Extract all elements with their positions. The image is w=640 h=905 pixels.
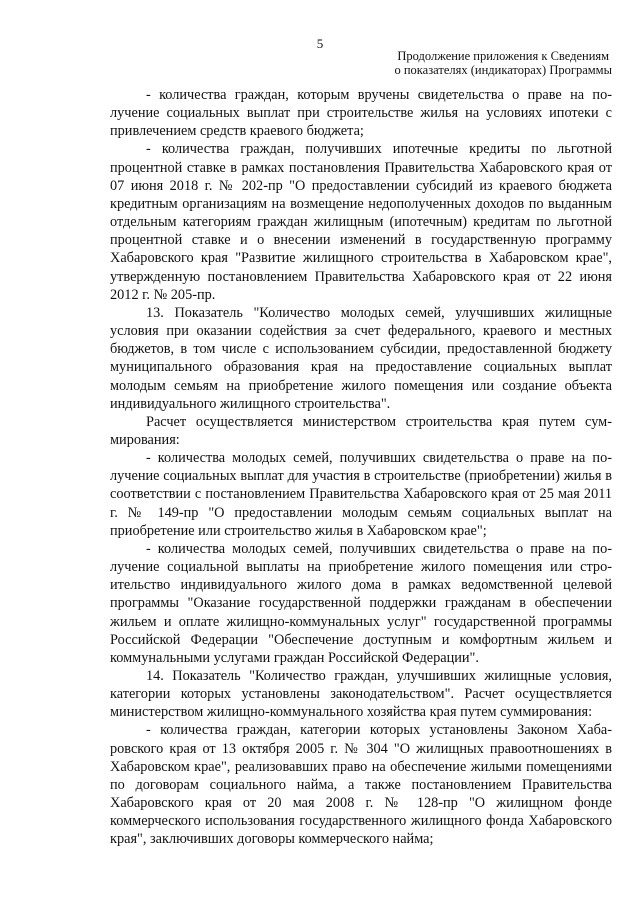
paragraph-1: - количества граждан, которым вручены свидетельства о праве на получение социальных выплат при строительстве жилья на условиях ипотеки с привлечением средств краевого бюджета; bbox=[110, 87, 612, 140]
page-number: 5 bbox=[316, 36, 324, 51]
paragraph-2: - количества граждан, получивших ипотечные кредиты по льготной процентной ставке в рамках постановления Правительства Хабаровского края от 07 июня 2018 г. № 202-пр "О предоставлении субсидий из краевого бюджета кредитным организациям на возмещение недополученных доходов по выданным отдельным категориям граждан жилищным (ипотечным) кредитам по льготной процентной ставке и о внесении изменений в государственную программу Хабаровского края "Развитие жилищного строительства в Хабаровском крае", утвержденную постановлением Правительства Хабаровского края от 22 июня 2012 г. № 205-пр. bbox=[110, 141, 612, 303]
paragraph-6: - количества молодых семей, получивших свидетельства о праве на получение социальной выплаты на приобретение жилого помещения или строительство индивидуального жилого дома в рамках ведомственной целевой программы "Оказание государственной поддержки гражданам в обеспечении жильем и оплате жилищно-коммунальных услуг" государственной программы Российской Федерации "Обеспечение доступным и комфортным жильем и коммунальными услугами граждан Российской Федерации". bbox=[110, 540, 612, 666]
paragraph-3: 13. Показатель "Количество молодых семей, улучшивших жилищные условия при оказании содействия за счет федерального, краевого и местных бюджетов, в том числе с использованием субсидии, предоставленной бюджету муниципального образования края на предоставление социальных выплат молодым семьям на приобретение жилого помещения или создание объекта индивидуального жилищного строительства". bbox=[110, 304, 612, 412]
running-header bbox=[394, 50, 612, 77]
running-header-line-2: о показателях (индикаторах) Программы bbox=[394, 62, 612, 77]
paragraph-4: Расчет осуществляется министерством строительства края путем суммирования: bbox=[110, 413, 612, 448]
body-text bbox=[110, 86, 612, 849]
paragraph-8: - количества граждан, категории которых установлены Законом Хабаровского края от 13 октября 2005 г. № 304 "О жилищных правоотношениях в Хабаровском крае", реализовавших право на обеспечение жилыми помещениями по договорам социального найма, а также постановлением Правительства Хабаровского края от 20 мая 2008 г. № 128-пр "О жилищном фонде коммерческого использования государственного жилищного фонда Хабаровского края", заключивших договоры коммерческого найма; bbox=[110, 722, 612, 848]
paragraph-5: - количества молодых семей, получивших свидетельства о праве на получение социальных выплат для участия в строительстве (приобретении) жилья в соответствии с постановлением Правительства Хабаровского края от 25 мая 2011 г. № 149-пр "О предоставлении молодым семьям социальных выплат на приобретение или строительство жилья в Хабаровском крае"; bbox=[110, 450, 612, 539]
running-header-line-1: Продолжение приложения к Сведениям bbox=[397, 49, 610, 63]
paragraph-7: 14. Показатель "Количество граждан, улучшивших жилищные условия, категории которых установлены законодательством". Расчет осуществляется министерством жилищно-коммунального хозяйства края путем суммирования: bbox=[110, 668, 612, 721]
